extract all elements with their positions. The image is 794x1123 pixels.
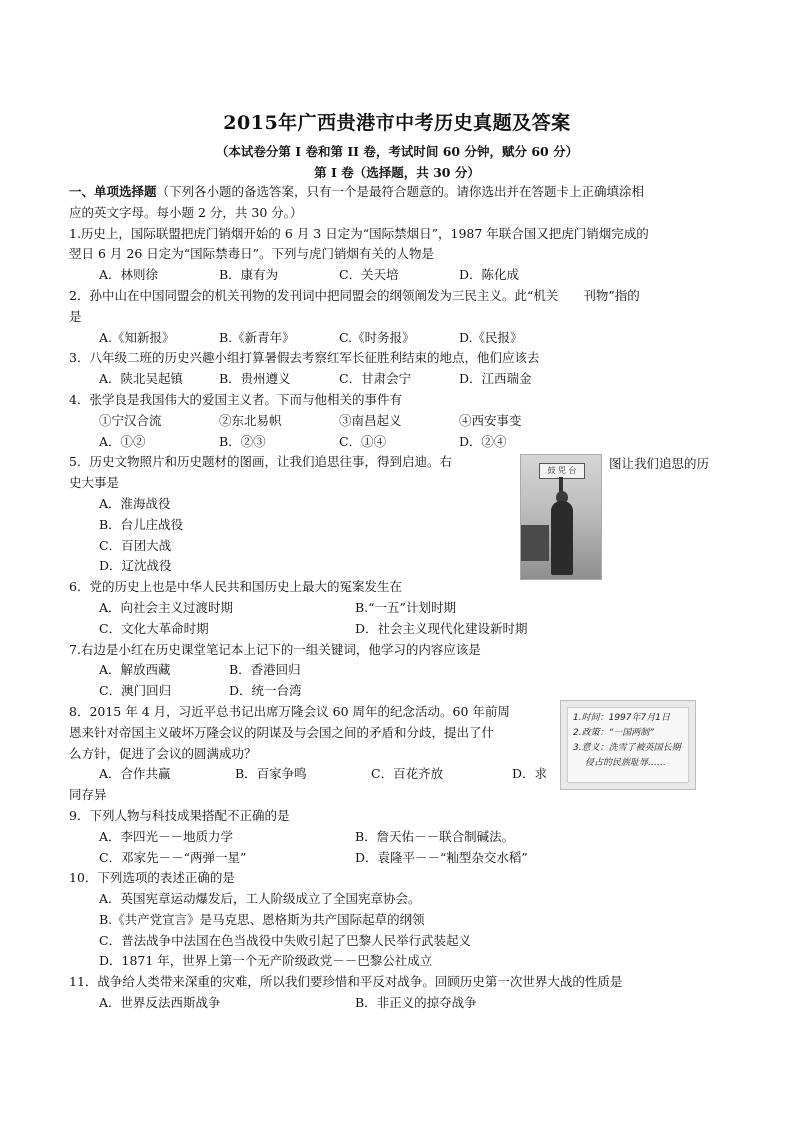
- option-b: B．②③: [219, 433, 266, 449]
- question-3-options: [69, 369, 725, 390]
- question-10: 10．下列选项的表述正确的是: [69, 870, 235, 886]
- section-heading: 一、单项选择题: [69, 184, 157, 199]
- question-3: 3．八年级二班的历史兴趣小组打算暑假去考察红军长征胜利结束的地点，他们应该去: [69, 350, 540, 366]
- question-11-options: [69, 993, 725, 1014]
- option-b: B．台儿庄战役: [99, 516, 184, 532]
- option-d: D．江西瑞金: [459, 371, 532, 387]
- question-4-options: [69, 432, 725, 453]
- option-b: B．非正义的掠夺战争: [355, 995, 477, 1011]
- event-2: ②东北易帜: [219, 412, 282, 428]
- option-d: D．袁隆平－－“籼型杂交水稻”: [355, 849, 528, 865]
- option-a: A．林则徐: [99, 267, 159, 283]
- historic-photo: [520, 454, 602, 580]
- question-5-tail: 图让我们追思的历: [609, 456, 710, 471]
- notebook-note: [567, 707, 689, 783]
- option-d: D．统一台湾: [229, 683, 302, 699]
- question-11: 11．战争给人类带来深重的灾难，所以我们要珍惜和平反对战争。回顾历史第一次世界大战的性质是: [69, 974, 623, 990]
- question-1-options: [69, 265, 725, 286]
- note-line: 1.时间：1997年7月1日: [573, 713, 670, 723]
- question-2-cont: 是: [69, 308, 82, 324]
- option-a: A．淮海战役: [99, 495, 171, 511]
- option-a: A．李四光－－地质力学: [99, 828, 234, 844]
- option-a: A．世界反法西斯战争: [99, 995, 221, 1011]
- question-5-cont: 史大事是: [69, 475, 120, 491]
- photo-sign: 鼓 兕 台: [539, 463, 585, 479]
- question-1-cont: 翌日 6 月 26 日定为“国际禁毒日”。下列与虎门销烟有关的人物是: [69, 246, 435, 262]
- question-4-events: [69, 411, 725, 432]
- option-c: C．普法战争中法国在色当战役中失败引起了巴黎人民举行武装起义: [99, 932, 472, 948]
- option-a: A．向社会主义过渡时期: [99, 599, 234, 615]
- question-6-options-ab: [69, 598, 725, 619]
- question-8-cont: 恩来针对帝国主义破坏万隆会议的阴谋及与会国之间的矛盾和分歧，提出了什: [69, 724, 495, 740]
- question-8: 8．2015 年 4 月，习近平总书记出席万隆会议 60 周年的纪念活动。60 年前周: [69, 703, 510, 719]
- option-c: C．邓家先－－“两弹一星”: [99, 849, 247, 865]
- section-instruction-cont: 应的英文字母。每小题 2 分，共 30 分。）: [69, 204, 303, 220]
- option-c: C．关天培: [339, 267, 399, 283]
- option-c: C.《时务报》: [339, 329, 415, 345]
- notebook-image: [560, 700, 696, 790]
- option-a: A．①②: [99, 433, 146, 449]
- question-9-options-cd: [69, 848, 725, 869]
- option-b: B.《新青年》: [219, 329, 295, 345]
- option-b: B.《共产党宣言》是马克思、恩格斯为共产国际起草的纲领: [99, 911, 425, 927]
- option-d: D．社会主义现代化建设新时期: [355, 620, 528, 636]
- question-9-options-ab: [69, 827, 725, 848]
- option-d: D．辽沈战役: [99, 558, 172, 574]
- option-b: B．百家争鸣: [235, 766, 307, 782]
- question-6: 6．党的历史上也是中华人民共和国历史上最大的冤案发生在: [69, 579, 402, 595]
- option-d: D．求: [512, 766, 548, 782]
- option-b: B．康有为: [219, 267, 279, 283]
- question-8-tail: 同存异: [69, 787, 107, 803]
- note-line: 侵占的民族耻辱……: [585, 758, 667, 768]
- option-d: D．陈化成: [459, 267, 520, 283]
- option-a: A.《知新报》: [99, 329, 175, 345]
- option-c: C．甘肃会宁: [339, 371, 412, 387]
- option-c: C．百团大战: [99, 537, 172, 553]
- option-b: B.“一五”计划时期: [355, 599, 456, 615]
- volume-heading: 第 I 卷（选择题，共 30 分）: [314, 165, 480, 180]
- question-6-options-cd: [69, 619, 725, 640]
- option-a: A．英国宪章运动爆发后，工人阶级成立了全国宪章协会。: [99, 891, 421, 907]
- question-9: 9．下列人物与科技成果搭配不正确的是: [69, 807, 290, 823]
- option-c: C．文化大革命时期: [99, 620, 209, 636]
- event-4: ④西安事变: [459, 412, 522, 428]
- section-instruction: 一、单项选择题（下列各小题的备选答案，只有一个是最符合题意的。请你选出并在答题卡上正确填涂相: [69, 184, 645, 199]
- page-title: 2015年广西贵港市中考历史真题及答案: [223, 112, 571, 134]
- question-2-options: [69, 328, 725, 349]
- photo-background: [521, 525, 549, 561]
- option-c: C．①④: [339, 433, 387, 449]
- question-2: 2．孙中山在中国同盟会的机关刊物的发刊词中把同盟会的纲领阐发为三民主义。此“机关 刊物”指的: [69, 287, 640, 303]
- option-d: D．②④: [459, 433, 507, 449]
- option-b: B．詹天佑－－联合制碱法。: [355, 828, 515, 844]
- option-b: B．香港回归: [229, 662, 301, 678]
- question-1: 1.历史上，国际联盟把虎门销烟开始的 6 月 3 日定为“国际禁烟日”，1987 年联合国又把虎门销烟完成的: [69, 225, 649, 241]
- option-a: A．陕北吴起镇: [99, 371, 184, 387]
- question-5: 5．历史文物照片和历史题材的图画，让我们追思往事，得到启迪。右: [69, 454, 452, 470]
- option-c: C．百花齐放: [371, 766, 444, 782]
- option-a: A．合作共赢: [99, 766, 171, 782]
- question-7-options-cd: [69, 681, 725, 702]
- event-1: ①宁汉合流: [99, 412, 162, 428]
- note-line: 3.意义：洗雪了被英国长期: [573, 743, 681, 753]
- exam-subtitle: （本试卷分第 I 卷和第 II 卷，考试时间 60 分钟，赋分 60 分）: [215, 144, 579, 159]
- option-a: A．解放西藏: [99, 662, 171, 678]
- question-list: [69, 182, 725, 1014]
- option-c: C．澳门回归: [99, 683, 172, 699]
- question-8-cont2: 么方针，促进了会议的圆满成功？: [69, 745, 257, 761]
- option-d: D．1871 年，世界上第一个无产阶级政党－－巴黎公社成立: [99, 953, 433, 969]
- event-3: ③南昌起义: [339, 412, 402, 428]
- option-d: D.《民报》: [459, 329, 523, 345]
- soldier-figure: [551, 501, 573, 575]
- question-7: 7.右边是小红在历史课堂笔记本上记下的一组关键词，他学习的内容应该是: [69, 641, 481, 657]
- question-7-options-ab: [69, 660, 725, 681]
- note-line: 2.政策：“一国两制”: [573, 728, 654, 738]
- question-4: 4．张学良是我国伟大的爱国主义者。下而与他相关的事件有: [69, 391, 402, 407]
- option-b: B．贵州遵义: [219, 371, 291, 387]
